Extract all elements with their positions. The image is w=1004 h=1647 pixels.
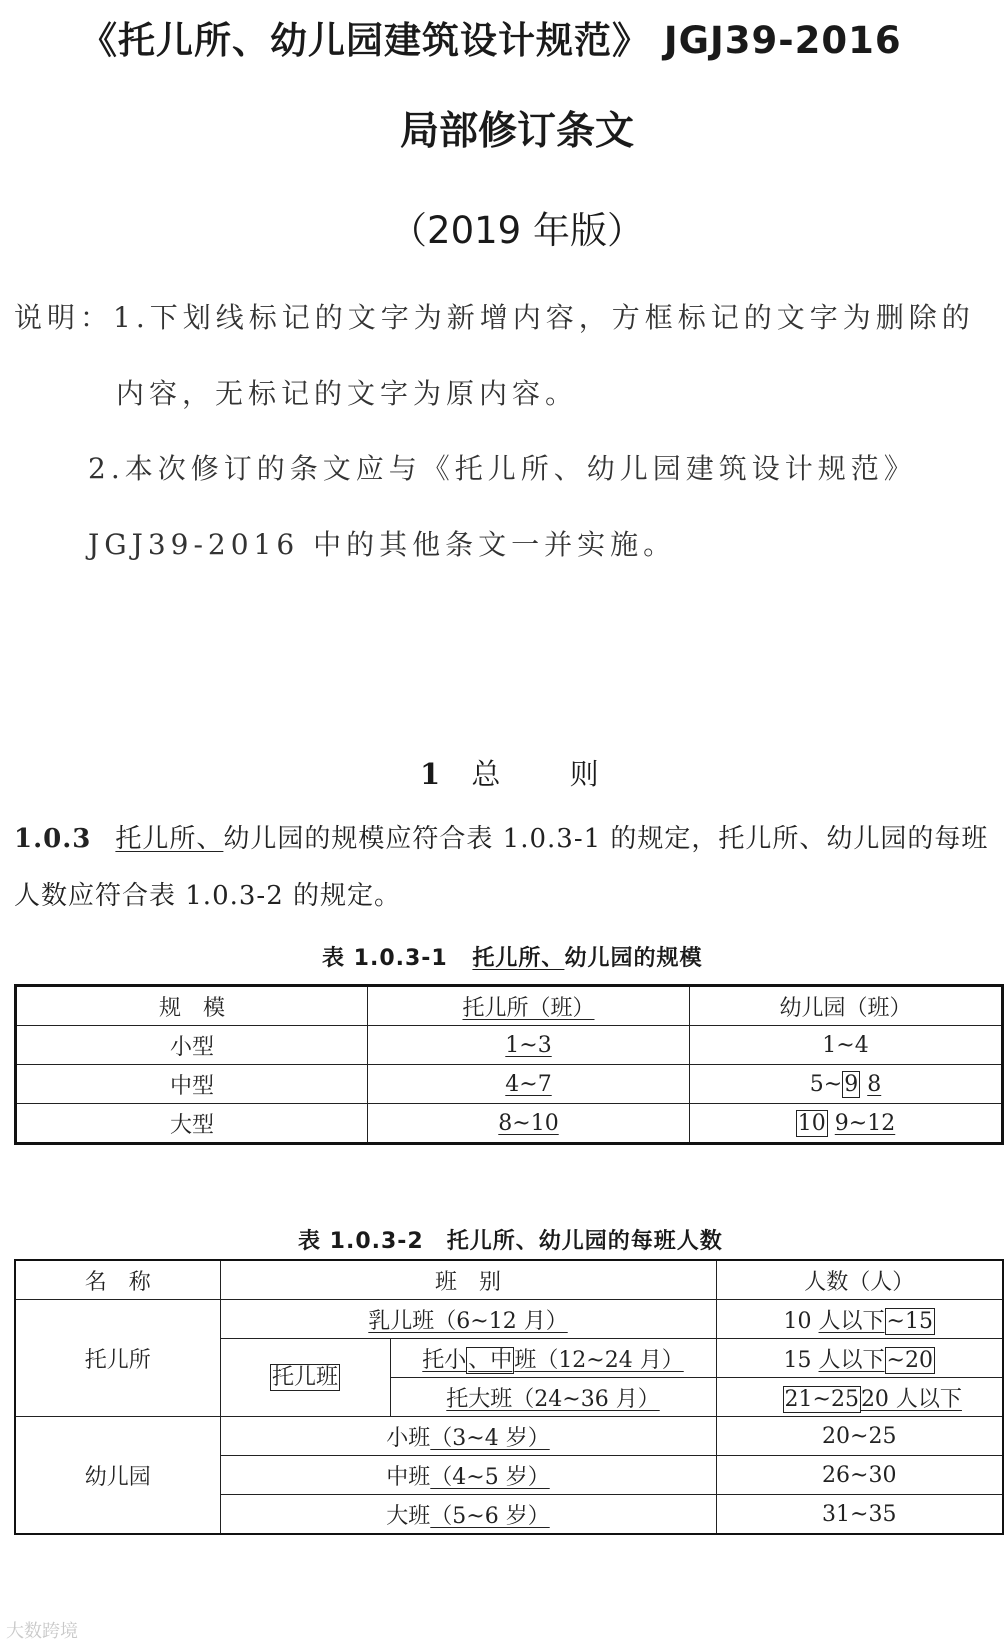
chapter-title-b: 则 <box>569 757 599 791</box>
scale-cell: 中型 <box>16 1065 368 1104</box>
clause-text-1: 幼儿园的规模应符合表 1.0.3-1 的规定，托儿所、幼儿园的每班 <box>223 824 989 854</box>
class-cell <box>390 1339 716 1378</box>
table-scale <box>14 984 1004 1145</box>
nursery-value: 8~10 <box>498 1110 559 1136</box>
table1-caption-number: 表 1.0.3-1 <box>322 946 448 971</box>
count-cell <box>716 1339 1003 1378</box>
kindergarten-cell: 1~4 <box>690 1026 1003 1065</box>
table-row <box>16 1026 1003 1065</box>
header-scale: 规 模 <box>16 986 368 1026</box>
document-edition: （2019 年版） <box>390 209 644 252</box>
clause-line-2: 人数应符合表 1.0.3-2 的规定。 <box>14 881 402 911</box>
note-line-2: 内容，无标记的文字为原内容。 <box>116 377 579 410</box>
count-number: 10 <box>783 1308 819 1334</box>
clause-line-1 <box>14 818 988 855</box>
nursery-value: 4~7 <box>505 1071 552 1097</box>
table-class-size <box>14 1259 1004 1535</box>
class-name: 中班 <box>386 1464 431 1490</box>
small-class-pre: 托小 <box>422 1347 467 1373</box>
header-kindergarten: 幼儿园（班） <box>690 986 1003 1026</box>
deleted-value: 9 <box>844 1071 859 1097</box>
count-cell: 31~35 <box>716 1495 1003 1535</box>
group-cell <box>220 1339 390 1417</box>
note-line-3: 2.本次修订的条文应与《托儿所、幼儿园建筑设计规范》 <box>88 452 917 485</box>
name-cell-nursery: 托儿所 <box>15 1300 220 1417</box>
scale-cell: 大型 <box>16 1104 368 1144</box>
count-added: 人以下 <box>818 1347 885 1373</box>
table1-caption-text: 幼儿园的规模 <box>564 946 703 971</box>
header-nursery-text: 托儿所（班） <box>462 995 595 1021</box>
document-title: 《托儿所、幼儿园建筑设计规范》 JGJ39-2016 <box>80 19 902 62</box>
table1-caption <box>322 941 702 972</box>
class-age: （5~6 岁） <box>430 1503 550 1529</box>
header-name: 名 称 <box>15 1260 220 1300</box>
name-cell-kindergarten: 幼儿园 <box>15 1417 220 1535</box>
big-class: 托大班（24~36 月） <box>446 1386 660 1412</box>
table-row <box>16 1065 1003 1104</box>
chapter-title-a: 总 <box>471 757 501 791</box>
clause-added-text: 托儿所、 <box>115 824 224 854</box>
header-class: 班 别 <box>220 1260 716 1300</box>
table-row <box>15 1417 1003 1456</box>
nursery-cell <box>368 1026 690 1065</box>
count-cell <box>716 1378 1003 1417</box>
watermark: 大数跨境 <box>6 1621 78 1642</box>
table1-caption-added: 托儿所、 <box>472 946 565 971</box>
group-deleted: 托儿班 <box>271 1365 338 1390</box>
class-cell <box>220 1417 716 1456</box>
count-added: 人以下 <box>818 1308 885 1334</box>
class-cell <box>390 1378 716 1417</box>
chapter-number: 1 <box>420 757 441 791</box>
kindergarten-cell <box>690 1104 1003 1144</box>
scale-cell: 小型 <box>16 1026 368 1065</box>
count-cell: 20~25 <box>716 1417 1003 1456</box>
clause-number: 1.0.3 <box>14 824 92 854</box>
small-class-post: 班（12~24 月） <box>514 1347 684 1373</box>
added-value: 8 <box>867 1071 882 1097</box>
count-deleted: 21~25 <box>784 1386 859 1412</box>
class-age: （3~4 岁） <box>430 1425 550 1451</box>
nursery-cell <box>368 1104 690 1144</box>
table-header-row <box>15 1260 1003 1300</box>
class-age: （4~5 岁） <box>430 1464 550 1490</box>
class-name: 小班 <box>386 1425 431 1451</box>
note-line-4: JGJ39-2016 中的其他条文一并实施。 <box>88 528 677 561</box>
count-deleted: ~20 <box>886 1347 933 1373</box>
document-subtitle: 局部修订条文 <box>399 109 634 154</box>
note-line-1: 说明：1.下划线标记的文字为新增内容，方框标记的文字为删除的 <box>14 301 975 334</box>
added-value: 9~12 <box>834 1110 896 1136</box>
class-cell <box>220 1300 716 1339</box>
header-nursery <box>368 986 690 1026</box>
nursery-value: 1~3 <box>505 1032 552 1058</box>
count-cell: 26~30 <box>716 1456 1003 1495</box>
chapter-heading <box>420 752 599 793</box>
deleted-value: 10 <box>797 1110 826 1136</box>
table-row <box>15 1300 1003 1339</box>
table-row <box>16 1104 1003 1144</box>
class-name: 大班 <box>386 1503 431 1529</box>
kindergarten-cell <box>690 1065 1003 1104</box>
count-deleted: ~15 <box>886 1308 933 1334</box>
table-header-row <box>16 986 1003 1026</box>
nursery-cell <box>368 1065 690 1104</box>
class-cell <box>220 1456 716 1495</box>
table2-caption: 表 1.0.3-2 托儿所、幼儿园的每班人数 <box>298 1229 723 1254</box>
header-count: 人数（人） <box>716 1260 1003 1300</box>
kindergarten-value: 5~ <box>809 1071 843 1097</box>
class-cell <box>220 1495 716 1535</box>
small-class <box>422 1347 683 1374</box>
small-class-deleted: 、中 <box>468 1347 513 1373</box>
count-added: 20 人以下 <box>860 1386 962 1412</box>
count-cell <box>716 1300 1003 1339</box>
infant-class: 乳儿班（6~12 月） <box>368 1308 568 1334</box>
count-number: 15 <box>783 1347 819 1373</box>
